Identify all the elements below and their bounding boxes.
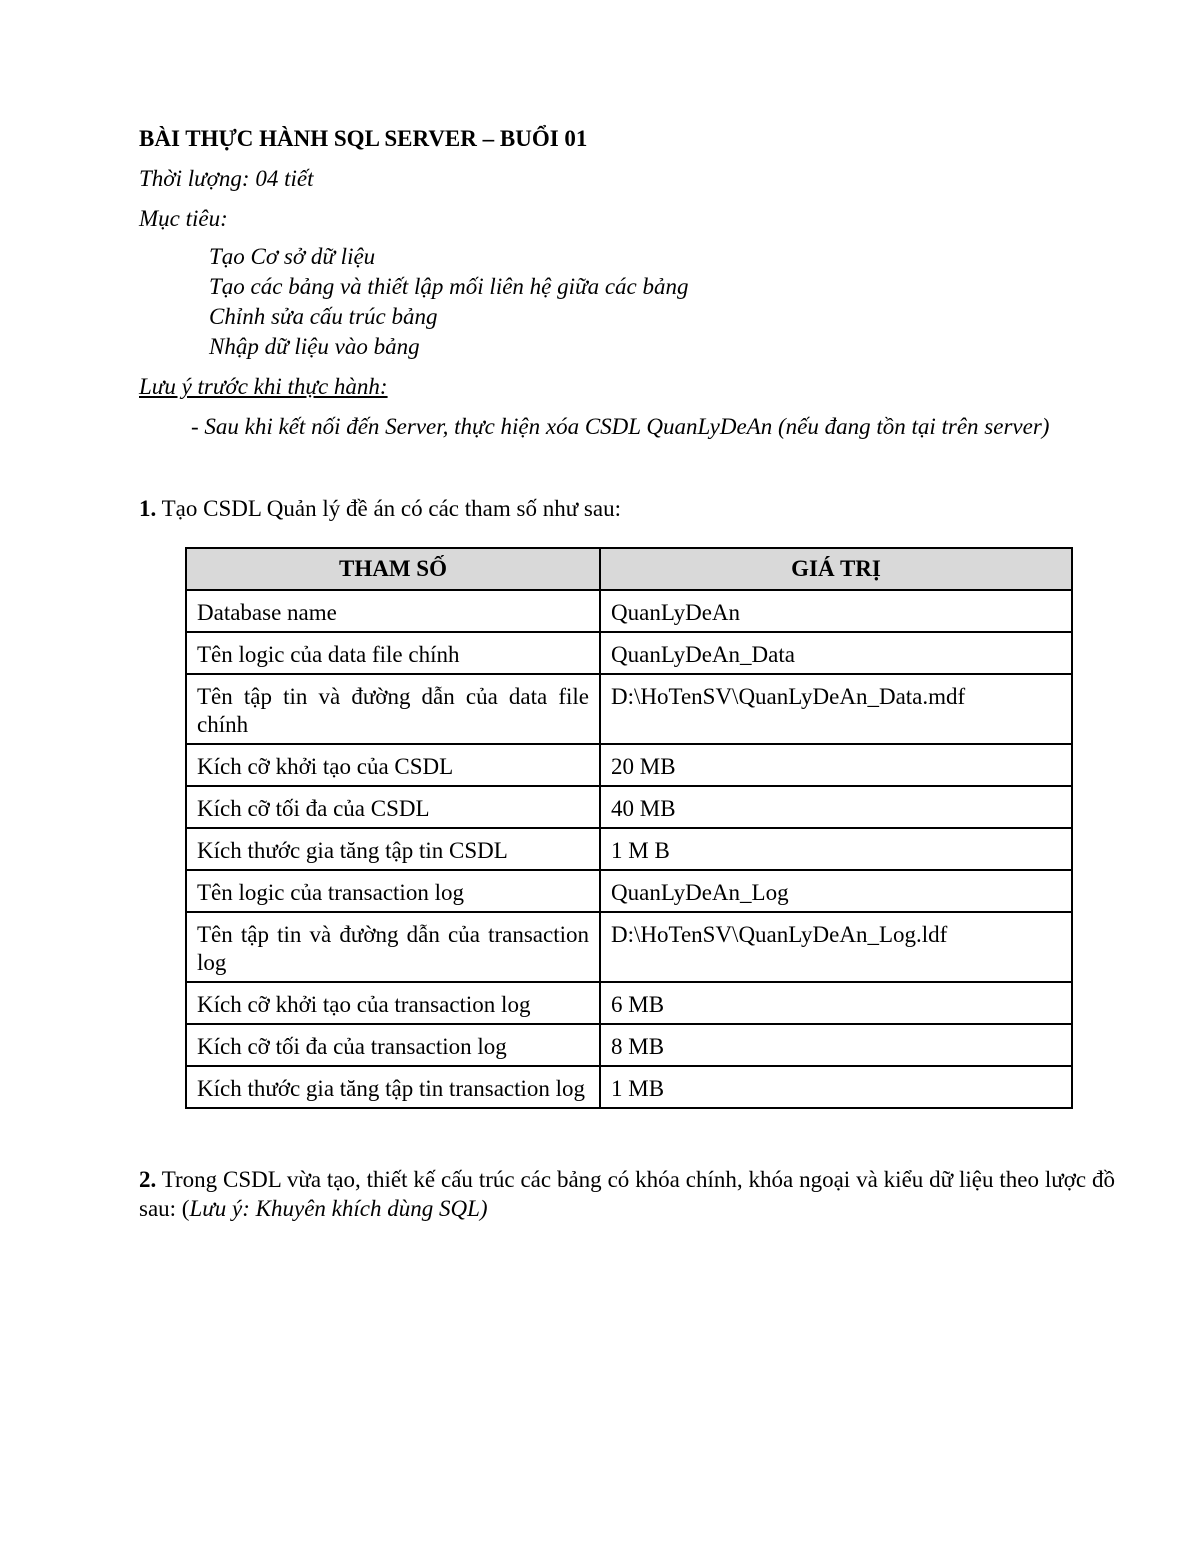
param-cell: Kích cỡ tối đa của transaction log [186, 1024, 600, 1066]
value-cell: 8 MB [600, 1024, 1072, 1066]
header-value: GIÁ TRỊ [600, 548, 1072, 590]
section-2-number: 2. [139, 1167, 157, 1192]
duration: Thời lượng: 04 tiết [139, 166, 314, 191]
table-row [186, 1066, 1072, 1108]
table-row [186, 912, 1072, 982]
value-cell: D:\HoTenSV\QuanLyDeAn_Data.mdf [600, 674, 1072, 744]
table-row [186, 982, 1072, 1024]
table-row [186, 590, 1072, 632]
section-1-heading [139, 494, 1115, 524]
parameters-table [185, 547, 1073, 1109]
param-cell: Kích thước gia tăng tập tin CSDL [186, 828, 600, 870]
param-cell: Kích cỡ tối đa của CSDL [186, 786, 600, 828]
param-cell: Kích cỡ khởi tạo của transaction log [186, 982, 600, 1024]
value-cell: D:\HoTenSV\QuanLyDeAn_Log.ldf [600, 912, 1072, 982]
table-body [186, 590, 1072, 1108]
value-cell: QuanLyDeAn_Data [600, 632, 1072, 674]
objective-text: Tạo các bảng và thiết lập mối liên hệ giữa các bảng [209, 274, 689, 299]
objective-item [175, 272, 1115, 302]
value-cell: 1 MB [600, 1066, 1072, 1108]
section-1-number: 1. [139, 496, 157, 521]
param-cell: Kích cỡ khởi tạo của CSDL [186, 744, 600, 786]
value-cell: QuanLyDeAn_Log [600, 870, 1072, 912]
value-cell: 6 MB [600, 982, 1072, 1024]
page-content [139, 122, 1115, 1246]
param-cell: Kích thước gia tăng tập tin transaction log [186, 1066, 600, 1108]
section-1-text: Tạo CSDL Quản lý đề án có các tham số như sau: [161, 496, 621, 521]
page-title: BÀI THỰC HÀNH SQL SERVER – BUỔI 01 [139, 126, 588, 151]
value-cell: 40 MB [600, 786, 1072, 828]
bullet-icon [175, 272, 209, 302]
objective-text: Nhập dữ liệu vào bảng [209, 334, 420, 359]
objective-item [175, 302, 1115, 332]
header-param: THAM SỐ [186, 548, 600, 590]
bullet-icon [175, 242, 209, 272]
param-cell: Tên tập tin và đường dẫn của transaction log [186, 912, 600, 982]
param-cell: Tên tập tin và đường dẫn của data file chính [186, 674, 600, 744]
param-cell: Tên logic của transaction log [186, 870, 600, 912]
value-cell: QuanLyDeAn [600, 590, 1072, 632]
section-2-text: Trong CSDL vừa tạo, thiết kế cấu trúc các bảng có khóa chính, khóa ngoại và kiểu dữ liệu theo lược đồ sau: ( [139, 1167, 1115, 1221]
value-cell: 1 M B [600, 828, 1072, 870]
section-2-heading [139, 1165, 1115, 1223]
param-cell: Database name [186, 590, 600, 632]
objective-label: Mục tiêu: [139, 206, 228, 231]
table-row [186, 870, 1072, 912]
param-cell: Tên logic của data file chính [186, 632, 600, 674]
table-row [186, 828, 1072, 870]
table-row [186, 674, 1072, 744]
value-cell: 20 MB [600, 744, 1072, 786]
objective-text: Tạo Cơ sở dữ liệu [209, 244, 376, 269]
objective-item [175, 242, 1115, 272]
table-row [186, 786, 1072, 828]
table-header-row [186, 548, 1072, 590]
note-title: Lưu ý trước khi thực hành: [139, 374, 388, 399]
table-row [186, 632, 1072, 674]
objectives-list [139, 242, 1115, 362]
note-body: - Sau khi kết nối đến Server, thực hiện xóa CSDL QuanLyDeAn (nếu đang tồn tại trên server) [191, 414, 1050, 439]
objective-item [175, 332, 1115, 362]
bullet-icon [175, 332, 209, 362]
objective-text: Chỉnh sửa cấu trúc bảng [209, 304, 438, 329]
section-2-note: Lưu ý: Khuyên khích dùng SQL) [189, 1196, 488, 1221]
bullet-icon [175, 302, 209, 332]
table-row [186, 744, 1072, 786]
table-row [186, 1024, 1072, 1066]
